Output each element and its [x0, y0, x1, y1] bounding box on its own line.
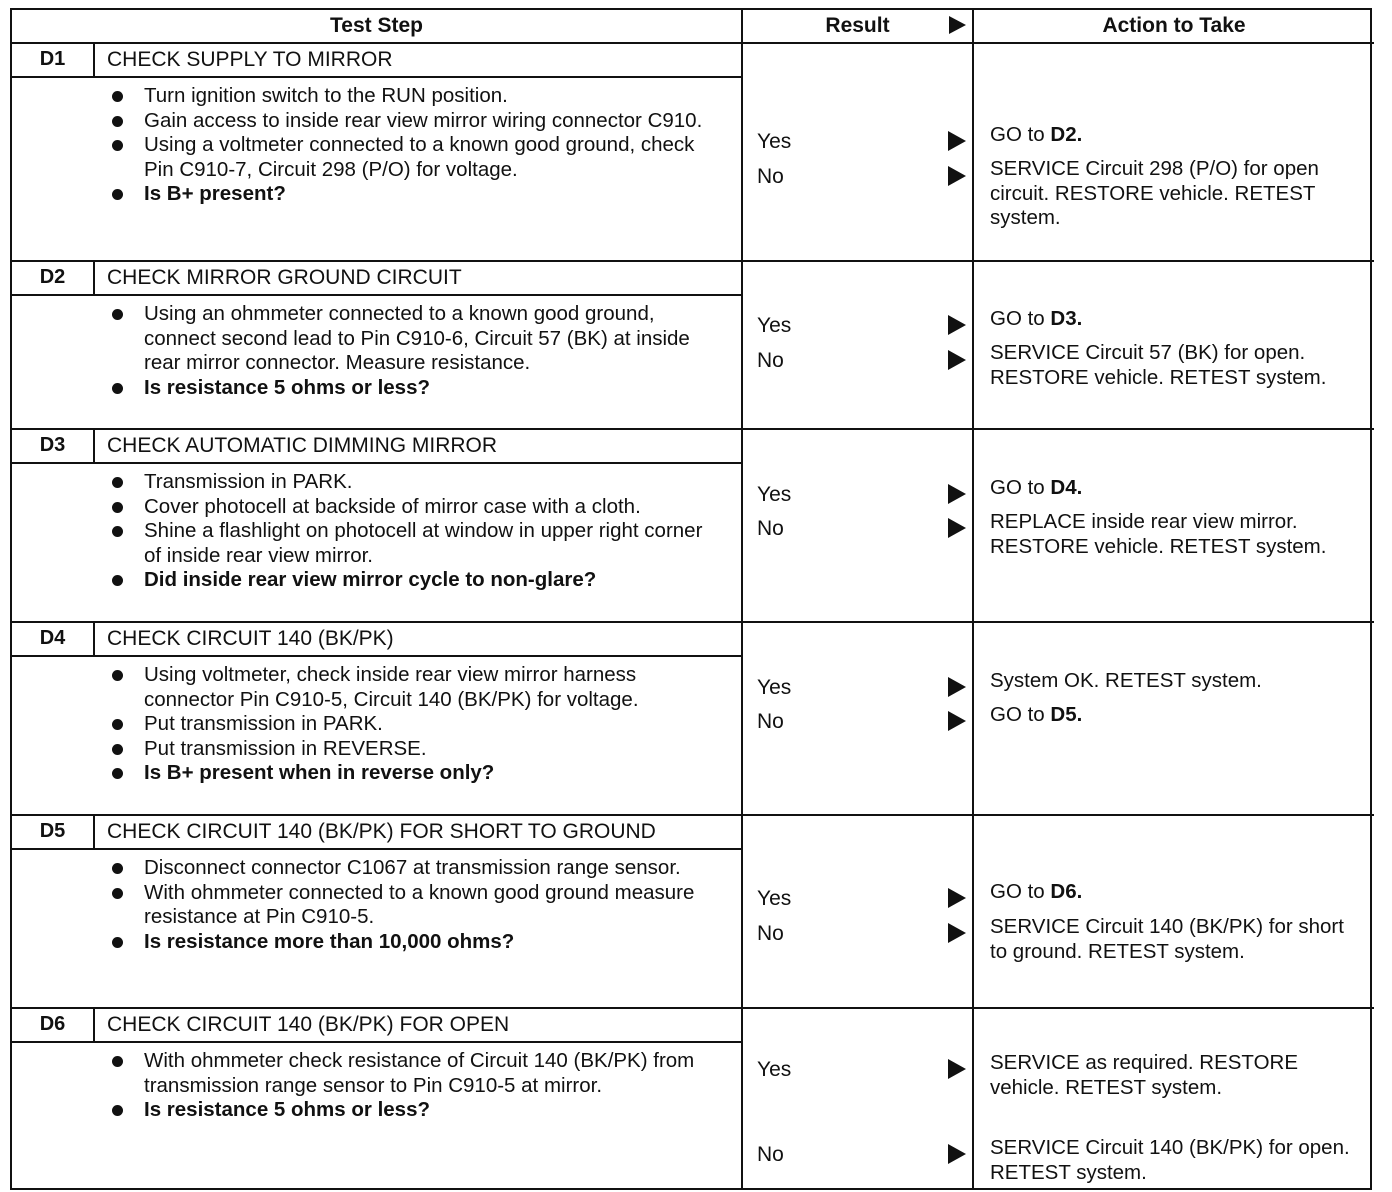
- result-d5: [743, 816, 974, 1009]
- bullet-icon: [112, 526, 123, 537]
- action-text: GO to: [990, 476, 1051, 499]
- result-d6: [743, 1009, 974, 1188]
- result-no: No: [757, 349, 784, 372]
- action-text: GO to: [990, 703, 1051, 726]
- step-title: CHECK CIRCUIT 140 (BK/PK) FOR SHORT TO GROUND: [107, 820, 656, 843]
- action-yes: [990, 880, 1364, 905]
- instruction-item: [102, 663, 721, 712]
- result-no: No: [757, 1143, 784, 1166]
- question-text: Is resistance 5 ohms or less?: [144, 1098, 430, 1121]
- question-text: Is B+ present?: [144, 182, 286, 205]
- header-test-step: [12, 10, 743, 44]
- instruction-text: Turn ignition switch to the RUN position.: [144, 84, 508, 107]
- instruction-text: Shine a flashlight on photocell at window in upper right corner of inside rear view mirror.: [144, 519, 703, 567]
- question-text: Is resistance 5 ohms or less?: [144, 375, 430, 399]
- arrow-right-icon: [948, 923, 966, 943]
- action-d4: [974, 623, 1374, 816]
- action-text: GO to: [990, 880, 1051, 903]
- result-yes: Yes: [757, 483, 792, 506]
- bullet-icon: [112, 140, 123, 151]
- test-step-d1: [12, 44, 743, 262]
- result-no: No: [757, 710, 784, 733]
- step-instructions: [12, 657, 741, 790]
- step-title-row: [12, 44, 741, 78]
- action-yes: [990, 123, 1364, 148]
- action-step-ref: D6.: [1050, 880, 1083, 903]
- instruction-item: [102, 133, 721, 182]
- arrow-right-icon: [948, 677, 966, 697]
- bullet-icon: [112, 383, 123, 394]
- bullet-icon: [112, 309, 123, 320]
- action-step-ref: D3.: [1050, 307, 1083, 330]
- result-yes: Yes: [757, 676, 792, 699]
- arrow-right-icon: [948, 518, 966, 538]
- result-no: No: [757, 165, 784, 188]
- bullet-icon: [112, 670, 123, 681]
- action-text: SERVICE Circuit 140 (BK/PK) for short to ground. RETEST system.: [990, 915, 1344, 963]
- instruction-text: With ohmmeter check resistance of Circuit 140 (BK/PK) from transmission range sensor to Pin C910-5 at mirror.: [144, 1049, 695, 1097]
- action-text: GO to: [990, 307, 1051, 330]
- result-yes: Yes: [757, 1058, 792, 1081]
- instruction-item: [102, 737, 721, 762]
- arrow-right-icon: [948, 315, 966, 335]
- header-result: [743, 10, 974, 44]
- action-d2: [974, 262, 1374, 430]
- result-yes: Yes: [757, 130, 792, 153]
- instruction-text: Using voltmeter, check inside rear view mirror harness connector Pin C910-5, Circuit 140 (BK/PK) for voltage.: [144, 663, 639, 711]
- instruction-item: [102, 109, 721, 134]
- step-id: D4: [12, 623, 95, 655]
- action-no: [990, 510, 1364, 559]
- step-title: CHECK AUTOMATIC DIMMING MIRROR: [107, 434, 498, 457]
- step-title: CHECK MIRROR GROUND CIRCUIT: [107, 266, 462, 289]
- arrow-right-icon: [948, 131, 966, 151]
- step-question: [102, 1098, 721, 1123]
- instruction-text: With ohmmeter connected to a known good ground measure resistance at Pin C910-5.: [144, 880, 695, 928]
- step-title-row: [12, 1009, 741, 1043]
- arrow-right-icon: [948, 166, 966, 186]
- instruction-item: [102, 881, 721, 930]
- instruction-text: Disconnect connector C1067 at transmission range sensor.: [144, 856, 681, 879]
- step-title-row: [12, 623, 741, 657]
- action-step-ref: D4.: [1050, 476, 1083, 499]
- instruction-item: [102, 856, 721, 881]
- bullet-icon: [112, 116, 123, 127]
- instruction-text: Transmission in PARK.: [144, 470, 353, 493]
- instruction-text: Put transmission in REVERSE.: [144, 736, 427, 760]
- action-no: [990, 341, 1364, 390]
- step-question: [102, 182, 721, 207]
- action-d5: [974, 816, 1374, 1009]
- instruction-item: [102, 519, 721, 568]
- table-grid: [10, 8, 1372, 1190]
- question-text: Is resistance more than 10,000 ohms?: [144, 929, 515, 953]
- arrow-right-icon: [948, 888, 966, 908]
- test-step-d5: [12, 816, 743, 1009]
- instruction-item: [102, 495, 721, 520]
- bullet-icon: [112, 768, 123, 779]
- result-yes: Yes: [757, 314, 792, 337]
- bullet-icon: [112, 744, 123, 755]
- step-title: CHECK SUPPLY TO MIRROR: [107, 48, 393, 71]
- test-step-d4: [12, 623, 743, 816]
- header-test-step-label: Test Step: [330, 14, 423, 37]
- arrow-right-icon: [948, 711, 966, 731]
- bullet-icon: [112, 719, 123, 730]
- step-instructions: [12, 850, 741, 958]
- action-d1: [974, 44, 1374, 262]
- step-title: CHECK CIRCUIT 140 (BK/PK): [107, 627, 394, 650]
- header-action-label: Action to Take: [1102, 14, 1246, 37]
- instruction-text: Cover photocell at backside of mirror case with a cloth.: [144, 494, 641, 518]
- test-step-table: [10, 8, 1372, 1190]
- action-yes: [990, 476, 1364, 501]
- action-no: [990, 915, 1364, 964]
- result-d3: [743, 430, 974, 623]
- bullet-icon: [112, 502, 123, 513]
- instruction-item: [102, 470, 721, 495]
- result-d4: [743, 623, 974, 816]
- action-text: SERVICE Circuit 57 (BK) for open. RESTORE vehicle. RETEST system.: [990, 341, 1327, 389]
- result-d1: [743, 44, 974, 262]
- question-text: Is B+ present when in reverse only?: [144, 761, 495, 784]
- step-title-row: [12, 262, 741, 296]
- bullet-icon: [112, 863, 123, 874]
- result-d2: [743, 262, 974, 430]
- step-id: D1: [12, 44, 95, 76]
- header-action: [974, 10, 1374, 44]
- arrow-right-icon: [948, 1059, 966, 1079]
- action-text: SERVICE as required. RESTORE vehicle. RETEST system.: [990, 1051, 1299, 1099]
- step-title-row: [12, 430, 741, 464]
- action-d3: [974, 430, 1374, 623]
- arrow-right-icon: [949, 16, 966, 34]
- step-title-row: [12, 816, 741, 850]
- instruction-item: [102, 84, 721, 109]
- action-no: [990, 1136, 1364, 1185]
- action-yes: [990, 669, 1364, 694]
- result-no: No: [757, 922, 784, 945]
- action-no: [990, 703, 1364, 728]
- step-instructions: [12, 296, 741, 404]
- instruction-text: Gain access to inside rear view mirror wiring connector C910.: [144, 108, 703, 132]
- bullet-icon: [112, 937, 123, 948]
- action-text: SERVICE Circuit 140 (BK/PK) for open. RETEST system.: [990, 1136, 1350, 1184]
- action-no: [990, 157, 1364, 231]
- action-text: System OK. RETEST system.: [990, 669, 1262, 692]
- step-instructions: [12, 1043, 741, 1127]
- action-text: REPLACE inside rear view mirror. RESTORE vehicle. RETEST system.: [990, 510, 1327, 558]
- action-text: GO to: [990, 123, 1051, 146]
- bullet-icon: [112, 477, 123, 488]
- instruction-item: [102, 1049, 721, 1098]
- arrow-right-icon: [948, 484, 966, 504]
- bullet-icon: [112, 189, 123, 200]
- step-instructions: [12, 78, 741, 211]
- test-step-d3: [12, 430, 743, 623]
- action-text: SERVICE Circuit 298 (P/O) for open circuit. RESTORE vehicle. RETEST system.: [990, 157, 1319, 229]
- step-question: [102, 568, 721, 593]
- action-yes: [990, 1051, 1364, 1100]
- step-instructions: [12, 464, 741, 597]
- bullet-icon: [112, 1105, 123, 1116]
- action-step-ref: D5.: [1050, 703, 1083, 726]
- bullet-icon: [112, 91, 123, 102]
- instruction-text: Using a voltmeter connected to a known good ground, check Pin C910-7, Circuit 298 (P/O) for voltage.: [144, 133, 695, 181]
- step-question: [102, 761, 721, 786]
- arrow-right-icon: [948, 1144, 966, 1164]
- step-question: [102, 930, 721, 955]
- action-d6: [974, 1009, 1374, 1188]
- step-question: [102, 376, 721, 401]
- step-id: D2: [12, 262, 95, 294]
- step-id: D5: [12, 816, 95, 848]
- arrow-right-icon: [948, 350, 966, 370]
- header-result-label: Result: [825, 14, 890, 37]
- instruction-text: Put transmission in PARK.: [144, 712, 383, 735]
- test-step-d6: [12, 1009, 743, 1188]
- result-yes: Yes: [757, 887, 792, 910]
- step-title: CHECK CIRCUIT 140 (BK/PK) FOR OPEN: [107, 1013, 510, 1036]
- bullet-icon: [112, 888, 123, 899]
- action-yes: [990, 307, 1364, 332]
- step-id: D6: [12, 1009, 95, 1041]
- bullet-icon: [112, 1056, 123, 1067]
- bullet-icon: [112, 575, 123, 586]
- result-no: No: [757, 517, 784, 540]
- question-text: Did inside rear view mirror cycle to non-glare?: [144, 568, 597, 591]
- instruction-item: [102, 302, 721, 376]
- instruction-item: [102, 712, 721, 737]
- step-id: D3: [12, 430, 95, 462]
- action-step-ref: D2.: [1050, 123, 1083, 146]
- instruction-text: Using an ohmmeter connected to a known good ground, connect second lead to Pin C910-6, Circuit 57 (BK) at inside rear mirror connector. Measure resistance.: [144, 302, 690, 374]
- test-step-d2: [12, 262, 743, 430]
